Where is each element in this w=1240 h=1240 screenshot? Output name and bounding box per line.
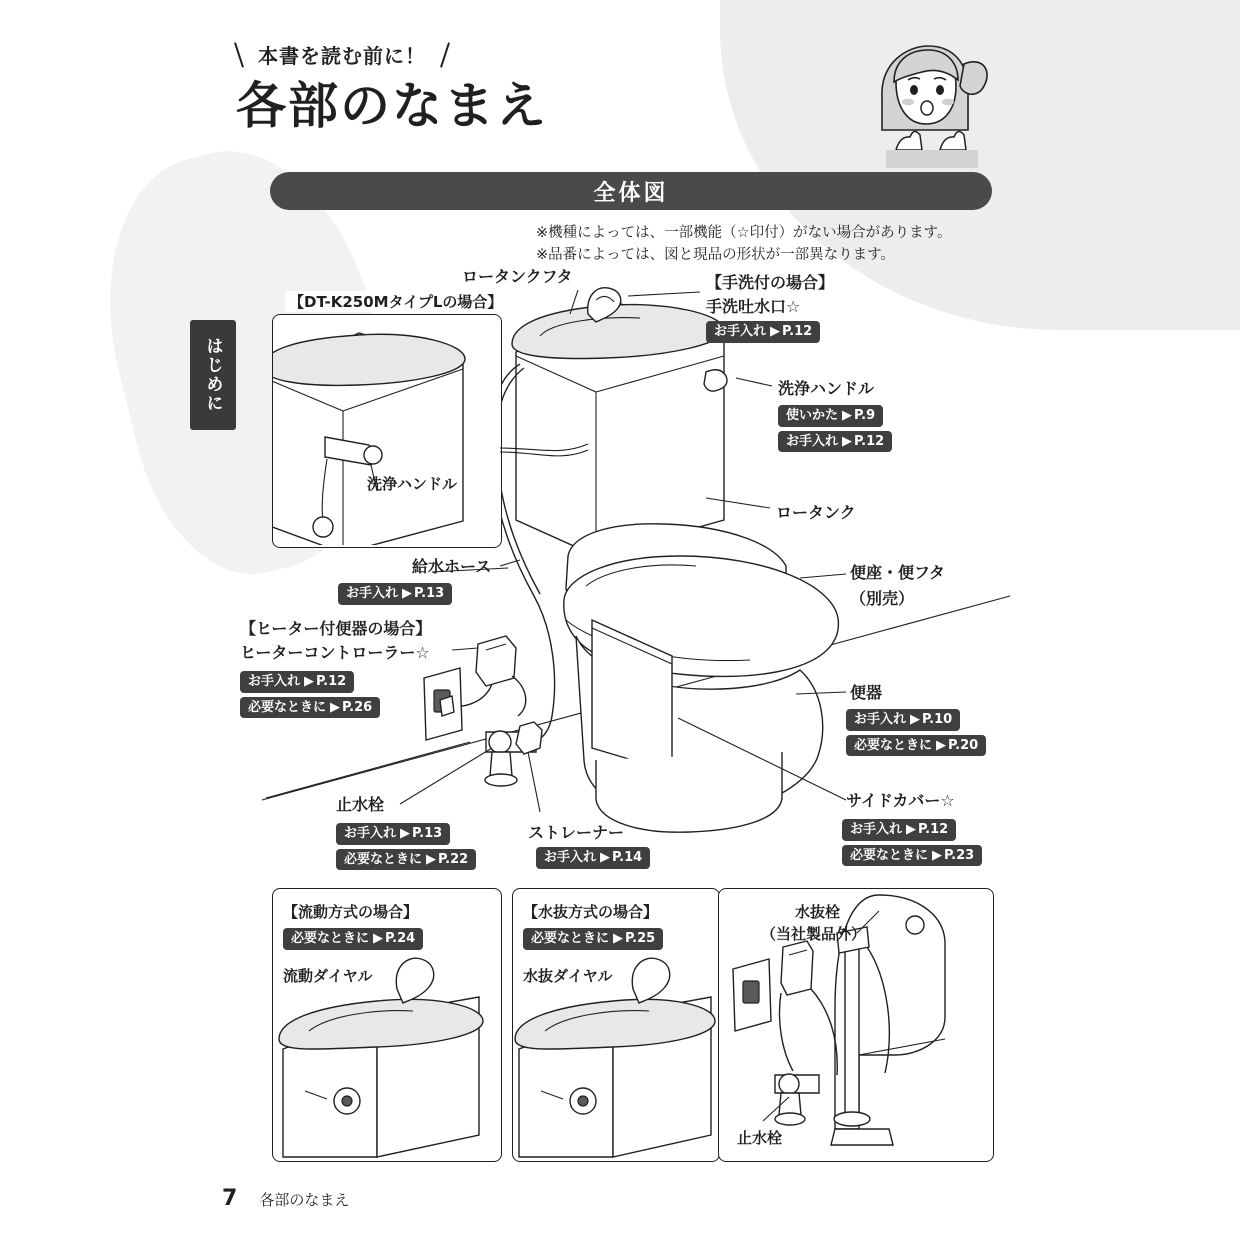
page-header — [236, 40, 548, 134]
label-low-tank: ロータンク — [776, 503, 856, 522]
label-bowl: 便器 — [850, 683, 883, 702]
pre-title-text: 本書を読む前に！ — [258, 44, 426, 68]
chip-subfigure-2 — [523, 927, 663, 953]
inset-connector — [498, 400, 618, 520]
page-title: 各部のなまえ — [236, 77, 548, 135]
chip-subfigure-1 — [283, 927, 423, 953]
section-notes — [536, 222, 952, 267]
chip-care-p12-side[interactable]: お手入れ ▶ P.12 — [842, 819, 956, 841]
subfigure-2-label: 水抜ダイヤル — [523, 967, 613, 985]
label-seat-cover: 便座・便フタ — [850, 563, 945, 582]
chip-need-p26[interactable]: 必要なときに ▶ P.26 — [240, 697, 380, 719]
subfigure-1-title: 【流動方式の場合】 — [283, 903, 419, 921]
slash-right-icon — [440, 42, 450, 67]
note-line-2: ※品番によっては、図と現品の形状が一部異なります。 — [536, 247, 895, 264]
chip-side-cover-group — [842, 818, 982, 869]
footer-text: 各部のなまえ — [259, 1191, 350, 1209]
chip-heater-group — [240, 670, 380, 721]
label-tank-lid: ロータンクフタ — [462, 267, 573, 286]
chip-flush-handle-group — [778, 404, 892, 455]
chip-use-p9[interactable]: 使いかた ▶ P.9 — [778, 405, 883, 427]
chip-care-p13-valve[interactable]: お手入れ ▶ P.13 — [336, 823, 450, 845]
chip-care-p10[interactable]: お手入れ ▶ P.10 — [846, 709, 960, 731]
subfigure-drain-type — [512, 888, 720, 1162]
chip-supply-hose — [338, 582, 452, 608]
subfigure-3-label-top: 水抜栓 — [795, 903, 841, 921]
chip-need-p20[interactable]: 必要なときに ▶ P.20 — [846, 735, 986, 757]
chip-need-p23[interactable]: 必要なときに ▶ P.23 — [842, 845, 982, 867]
label-strainer: ストレーナー — [528, 823, 625, 842]
section-bar: 全体図 — [270, 172, 992, 210]
label-side-cover: サイドカバー☆ — [846, 791, 955, 810]
subfigure-3-label-bottom: 止水栓 — [737, 1129, 783, 1147]
chip-stop-valve-group — [336, 822, 476, 873]
subfigure-flow-type — [272, 888, 502, 1162]
chip-need-p24[interactable]: 必要なときに ▶ P.24 — [283, 928, 423, 950]
slash-left-icon — [234, 42, 244, 67]
label-flush-handle: 洗浄ハンドル — [778, 379, 875, 398]
page-number: 7 — [222, 1186, 238, 1211]
chip-care-p14[interactable]: お手入れ ▶ P.14 — [536, 847, 650, 869]
mascot-girl-illustration — [852, 38, 992, 178]
label-seat-cover-sub: （別売） — [850, 589, 915, 608]
inset-dtk250m-handle-label: 洗浄ハンドル — [367, 475, 458, 493]
inset-dtk250m — [272, 293, 503, 548]
chip-care-p13-hose[interactable]: お手入れ ▶ P.13 — [338, 583, 452, 605]
side-tab-intro: はじめに — [190, 320, 236, 430]
label-stop-valve: 止水栓 — [336, 795, 385, 814]
label-heater-head: 【ヒーター付便器の場合】 — [240, 619, 432, 638]
chip-need-p22[interactable]: 必要なときに ▶ P.22 — [336, 849, 476, 871]
chip-handwash-care — [706, 320, 820, 346]
subfigure-drain-plug — [718, 888, 994, 1162]
chip-care-p12-heater[interactable]: お手入れ ▶ P.12 — [240, 671, 354, 693]
chip-need-p25[interactable]: 必要なときに ▶ P.25 — [523, 928, 663, 950]
note-line-1: ※機種によっては、一部機能（☆印付）がない場合があります。 — [536, 225, 952, 241]
chip-bowl-group — [846, 708, 986, 759]
label-heater-controller: ヒーターコントローラー☆ — [240, 643, 430, 662]
chip-care-p12[interactable]: お手入れ ▶ P.12 — [706, 321, 820, 343]
subfigure-3-label-top-sub: （当社製品外） — [761, 925, 867, 943]
inset-dtk250m-title: 【DT-K250MタイプLの場合】 — [285, 291, 501, 312]
label-handwash-spout: 手洗吐水口☆ — [706, 297, 801, 316]
chip-care-p12-handle[interactable]: お手入れ ▶ P.12 — [778, 431, 892, 453]
label-handwash-head: 【手洗付の場合】 — [706, 273, 835, 292]
subfigure-2-title: 【水抜方式の場合】 — [523, 903, 659, 921]
page-footer — [222, 1186, 349, 1211]
pre-title — [236, 40, 448, 69]
label-supply-hose: 給水ホース — [412, 557, 492, 576]
chip-strainer — [536, 846, 650, 872]
subfigure-1-label: 流動ダイヤル — [283, 967, 373, 985]
